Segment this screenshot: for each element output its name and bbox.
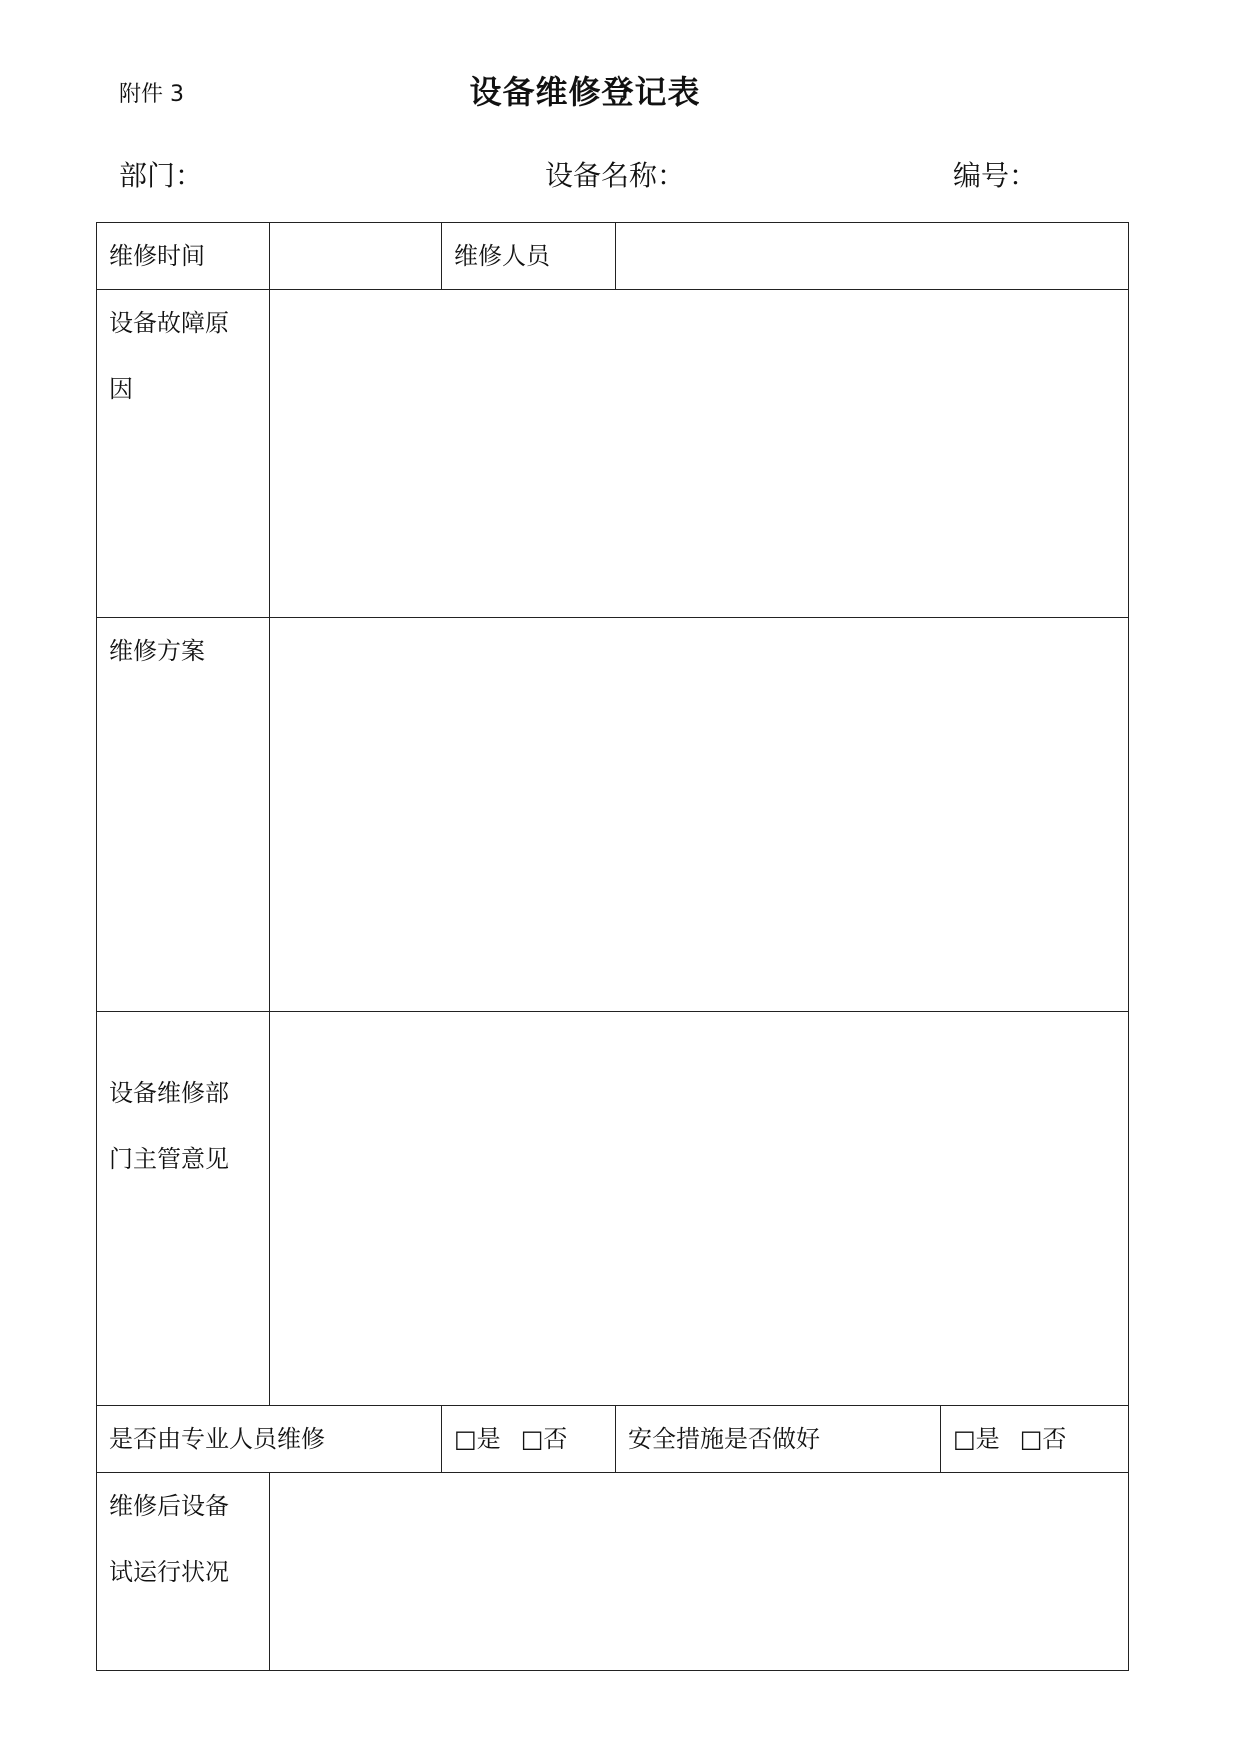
safety-measures-label: 安全措施是否做好 [616,1406,941,1473]
safety-measures-yes-checkbox[interactable]: □是 [953,1425,1000,1453]
safety-measures-options [941,1406,1129,1473]
repair-plan-field[interactable] [270,618,1129,1012]
trial-run-label-line2: 试运行状况 [109,1558,229,1586]
trial-run-label-line1: 维修后设备 [109,1492,229,1520]
safety-measures-no-checkbox[interactable]: □否 [1019,1425,1067,1453]
professional-repair-label: 是否由专业人员维修 [97,1406,442,1473]
fault-cause-field[interactable] [270,290,1129,618]
department-label: 部门： [119,159,204,192]
professional-repair-no-checkbox[interactable]: □否 [520,1425,568,1453]
repair-staff-label: 维修人员 [442,223,616,290]
page-title: 设备维修登记表 [469,73,701,111]
attachment-label: 附件 3 [119,82,184,107]
repair-plan-label: 维修方案 [97,618,270,1012]
professional-repair-yes-checkbox[interactable]: □是 [454,1425,501,1453]
row-supervisor-opinion [97,1012,1129,1406]
trial-run-label [97,1473,270,1671]
row-repair-plan [97,618,1129,1012]
row-trial-run [97,1473,1129,1671]
row-repair-time-staff [97,223,1129,290]
equipment-name-label: 设备名称： [545,159,686,192]
fault-cause-label [97,290,270,618]
repair-time-label: 维修时间 [97,223,270,290]
supervisor-opinion-label-line1: 设备维修部 [109,1079,229,1107]
trial-run-field[interactable] [270,1473,1129,1671]
supervisor-opinion-label-line2: 门主管意见 [109,1145,229,1173]
row-professional-safety [97,1406,1129,1473]
professional-repair-options [442,1406,616,1473]
repair-time-field[interactable] [270,223,442,290]
supervisor-opinion-field[interactable] [270,1012,1129,1406]
fault-cause-label-line2: 因 [109,375,133,403]
row-fault-cause [97,290,1129,618]
repair-registration-table [96,222,1129,1671]
fault-cause-label-line1: 设备故障原 [109,309,229,337]
repair-staff-field[interactable] [616,223,1129,290]
number-label: 编号： [953,159,1038,192]
supervisor-opinion-label [97,1012,270,1406]
